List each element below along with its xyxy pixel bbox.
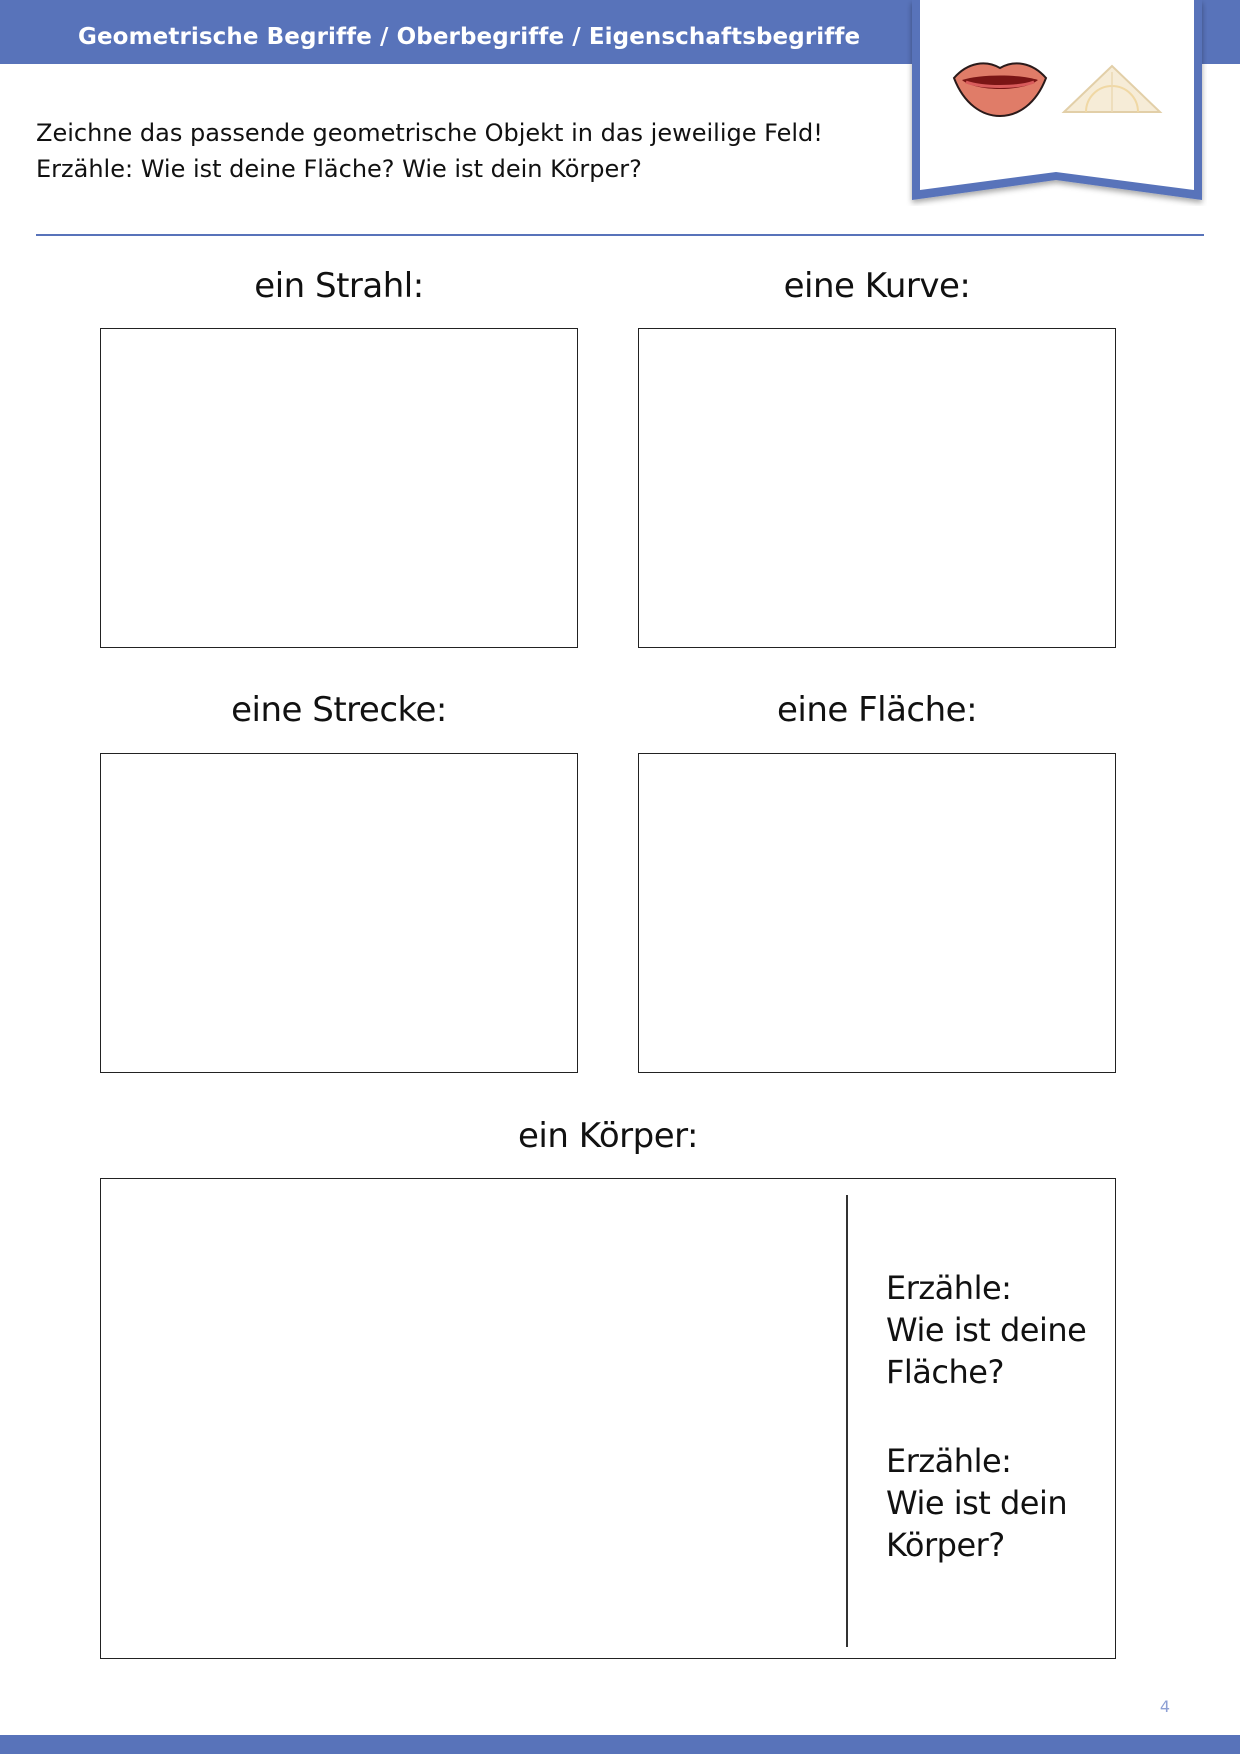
prompt-flaeche	[886, 1267, 1086, 1393]
label-koerper: ein Körper:	[518, 1116, 698, 1156]
drawing-field-kurve[interactable]	[638, 328, 1116, 648]
label-kurve: eine Kurve:	[783, 266, 971, 306]
drawing-field-flaeche[interactable]	[638, 753, 1116, 1073]
label-flaeche: eine Fläche:	[776, 690, 978, 730]
prompt-koerper	[886, 1440, 1067, 1566]
page-title: Geometrische Begriffe / Oberbegriffe / Eigenschaftsbegriffe	[78, 24, 861, 50]
prompt-line: Wie ist dein	[886, 1484, 1068, 1522]
header-banner	[906, 0, 1207, 206]
instructions	[36, 115, 823, 187]
divider-line	[36, 234, 1204, 236]
page-number: 4	[1159, 1697, 1171, 1716]
drawing-field-strahl[interactable]	[100, 328, 578, 648]
prompt-line: Erzähle:	[886, 1269, 1012, 1307]
instruction-line: Zeichne das passende geometrische Objekt in das jeweilige Feld!	[36, 119, 823, 147]
label-strahl: ein Strahl:	[254, 266, 424, 306]
prompt-line: Körper?	[886, 1526, 1005, 1564]
prompt-line: Fläche?	[886, 1353, 1004, 1391]
footer-bar	[0, 1735, 1240, 1754]
prompt-line: Erzähle:	[886, 1442, 1012, 1480]
instruction-line: Erzähle: Wie ist deine Fläche? Wie ist dein Körper?	[36, 155, 642, 183]
drawing-field-koerper[interactable]	[100, 1178, 1116, 1659]
drawing-field-strecke[interactable]	[100, 753, 578, 1073]
koerper-divider	[846, 1195, 848, 1647]
label-strecke: eine Strecke:	[231, 690, 447, 730]
prompt-line: Wie ist deine	[886, 1311, 1087, 1349]
